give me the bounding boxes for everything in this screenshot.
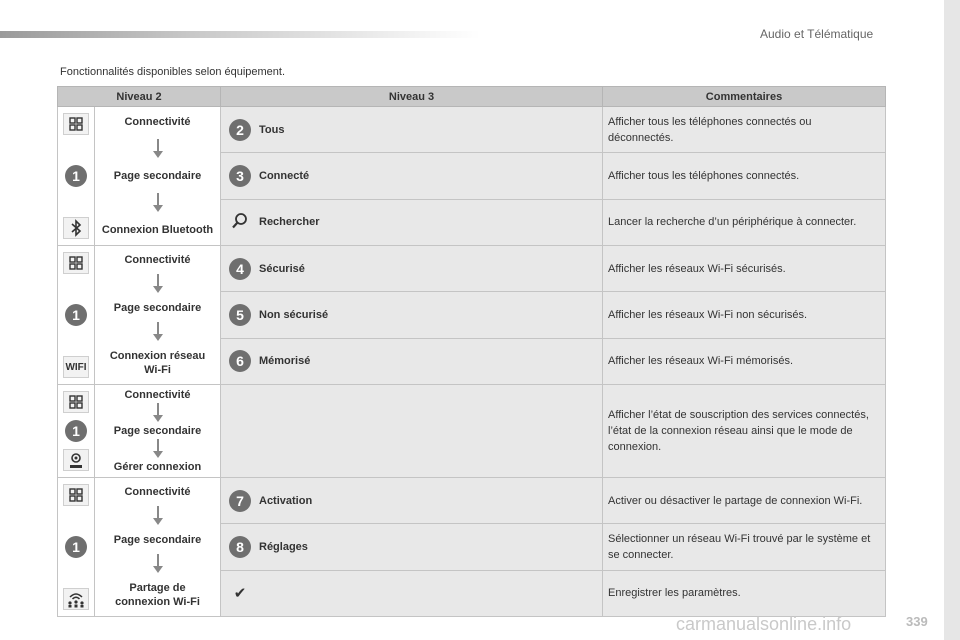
- nav-step: Page secondaire: [113, 424, 202, 437]
- group-icons-cell: [58, 246, 95, 385]
- level1-number-badge: 1: [65, 420, 87, 442]
- search-icon: [230, 211, 250, 234]
- level3-cell: [221, 570, 603, 616]
- nav-step: Partage de connexion Wi-Fi: [115, 582, 200, 609]
- check-icon: ✔: [233, 585, 247, 603]
- level3-number-badge: 7: [229, 490, 251, 512]
- level3-number-badge: 3: [229, 165, 251, 187]
- level3-number-badge: 2: [229, 119, 251, 141]
- connectivity-grid-icon: [63, 113, 89, 135]
- level3-cell: [221, 292, 603, 338]
- footer-watermark: carmanualsonline.info: [676, 614, 852, 634]
- level3-number-badge: 6: [229, 350, 251, 372]
- level3-cell: [221, 107, 603, 153]
- comment-cell: Afficher tous les téléphones connectés.: [603, 153, 886, 199]
- nav-step: Connectivité: [124, 485, 191, 498]
- nav-step: Page secondaire: [113, 170, 202, 182]
- group-icons-cell: [58, 107, 95, 246]
- down-arrow-icon: [152, 439, 164, 459]
- intro-text: Fonctionnalités disponibles selon équipement.: [60, 66, 286, 78]
- down-arrow-icon: [152, 274, 164, 294]
- down-arrow-icon: [152, 193, 164, 213]
- group-icons-cell: [58, 478, 95, 617]
- group-nav-cell: [95, 246, 221, 385]
- group-nav-cell: [95, 107, 221, 246]
- level3-label: Activation: [259, 494, 313, 507]
- level3-number-badge: 5: [229, 304, 251, 326]
- section-title: Audio et Télématique: [760, 27, 874, 41]
- level3-label: Connecté: [259, 169, 310, 182]
- comment-cell: Lancer la recherche d’un périphérique à connecter.: [603, 199, 886, 245]
- level3-cell: [221, 385, 603, 478]
- nav-step: Connexion Bluetooth: [101, 224, 214, 236]
- level3-cell: [221, 246, 603, 292]
- nav-step: Connectivité: [124, 253, 191, 266]
- nav-step: Page secondaire: [113, 533, 202, 546]
- table-row: [58, 107, 886, 153]
- level3-cell: [221, 153, 603, 199]
- down-arrow-icon: [152, 506, 164, 526]
- comment-cell: Afficher tous les téléphones connectés ou déconnectés.: [603, 107, 886, 153]
- level3-number-badge: 4: [229, 258, 251, 280]
- group-nav-cell: [95, 385, 221, 478]
- settings-table: [57, 86, 886, 617]
- comment-cell: Afficher les réseaux Wi-Fi non sécurisés.: [603, 292, 886, 338]
- header-gradient-bar: [0, 31, 480, 38]
- comment-cell: Sélectionner un réseau Wi-Fi trouvé par le système et se connecter.: [603, 524, 886, 570]
- level3-cell: [221, 524, 603, 570]
- level3-cell: [221, 199, 603, 245]
- comment-cell: Afficher l’état de souscription des services connectés, l’état de la connexion réseau ainsi que le mode de connexion.: [603, 385, 886, 478]
- page-edge-strip: [944, 0, 960, 640]
- level1-number-badge: 1: [65, 304, 87, 326]
- nav-step: Gérer connexion: [113, 460, 202, 473]
- comment-cell: Enregistrer les paramètres.: [603, 570, 886, 616]
- level3-label: Réglages: [259, 540, 308, 553]
- header-niveau-3: Niveau 3: [221, 87, 603, 107]
- level3-label: Sécurisé: [259, 262, 305, 275]
- down-arrow-icon: [152, 554, 164, 574]
- page-number: 339: [906, 614, 928, 629]
- nav-step: Connectivité: [124, 389, 191, 402]
- level1-number-badge: 1: [65, 165, 87, 187]
- group-icons-cell: [58, 385, 95, 478]
- comment-cell: Afficher les réseaux Wi-Fi mémorisés.: [603, 338, 886, 384]
- table-row: [58, 246, 886, 292]
- level3-label: Mémorisé: [259, 355, 311, 368]
- header-commentaires: Commentaires: [603, 87, 886, 107]
- group-nav-cell: [95, 478, 221, 617]
- comment-cell: Afficher les réseaux Wi-Fi sécurisés.: [603, 246, 886, 292]
- comment-cell: Activer ou désactiver le partage de connexion Wi-Fi.: [603, 478, 886, 524]
- wifi-icon: WIFI: [63, 356, 89, 378]
- down-arrow-icon: [152, 139, 164, 159]
- connectivity-grid-icon: [63, 484, 89, 506]
- header-niveau-2: Niveau 2: [58, 87, 221, 107]
- down-arrow-icon: [152, 403, 164, 423]
- connectivity-grid-icon: [63, 252, 89, 274]
- level3-label: Tous: [259, 123, 285, 136]
- level3-number-badge: 8: [229, 536, 251, 558]
- table-row: [58, 478, 886, 524]
- gear-www-icon: [63, 449, 89, 471]
- level1-number-badge: 1: [65, 536, 87, 558]
- bluetooth-icon: [63, 217, 89, 239]
- nav-step: Connexion réseau Wi-Fi: [109, 350, 206, 377]
- nav-step: Page secondaire: [113, 301, 202, 314]
- wifi-sharing-icon: [63, 588, 89, 610]
- down-arrow-icon: [152, 322, 164, 342]
- level3-cell: [221, 338, 603, 384]
- connectivity-grid-icon: [63, 391, 89, 413]
- table-body: [58, 107, 886, 617]
- table-row: [58, 385, 886, 478]
- level3-cell: [221, 478, 603, 524]
- level3-label: Rechercher: [259, 216, 320, 229]
- nav-step: Connectivité: [124, 116, 191, 128]
- level3-label: Non sécurisé: [259, 308, 329, 321]
